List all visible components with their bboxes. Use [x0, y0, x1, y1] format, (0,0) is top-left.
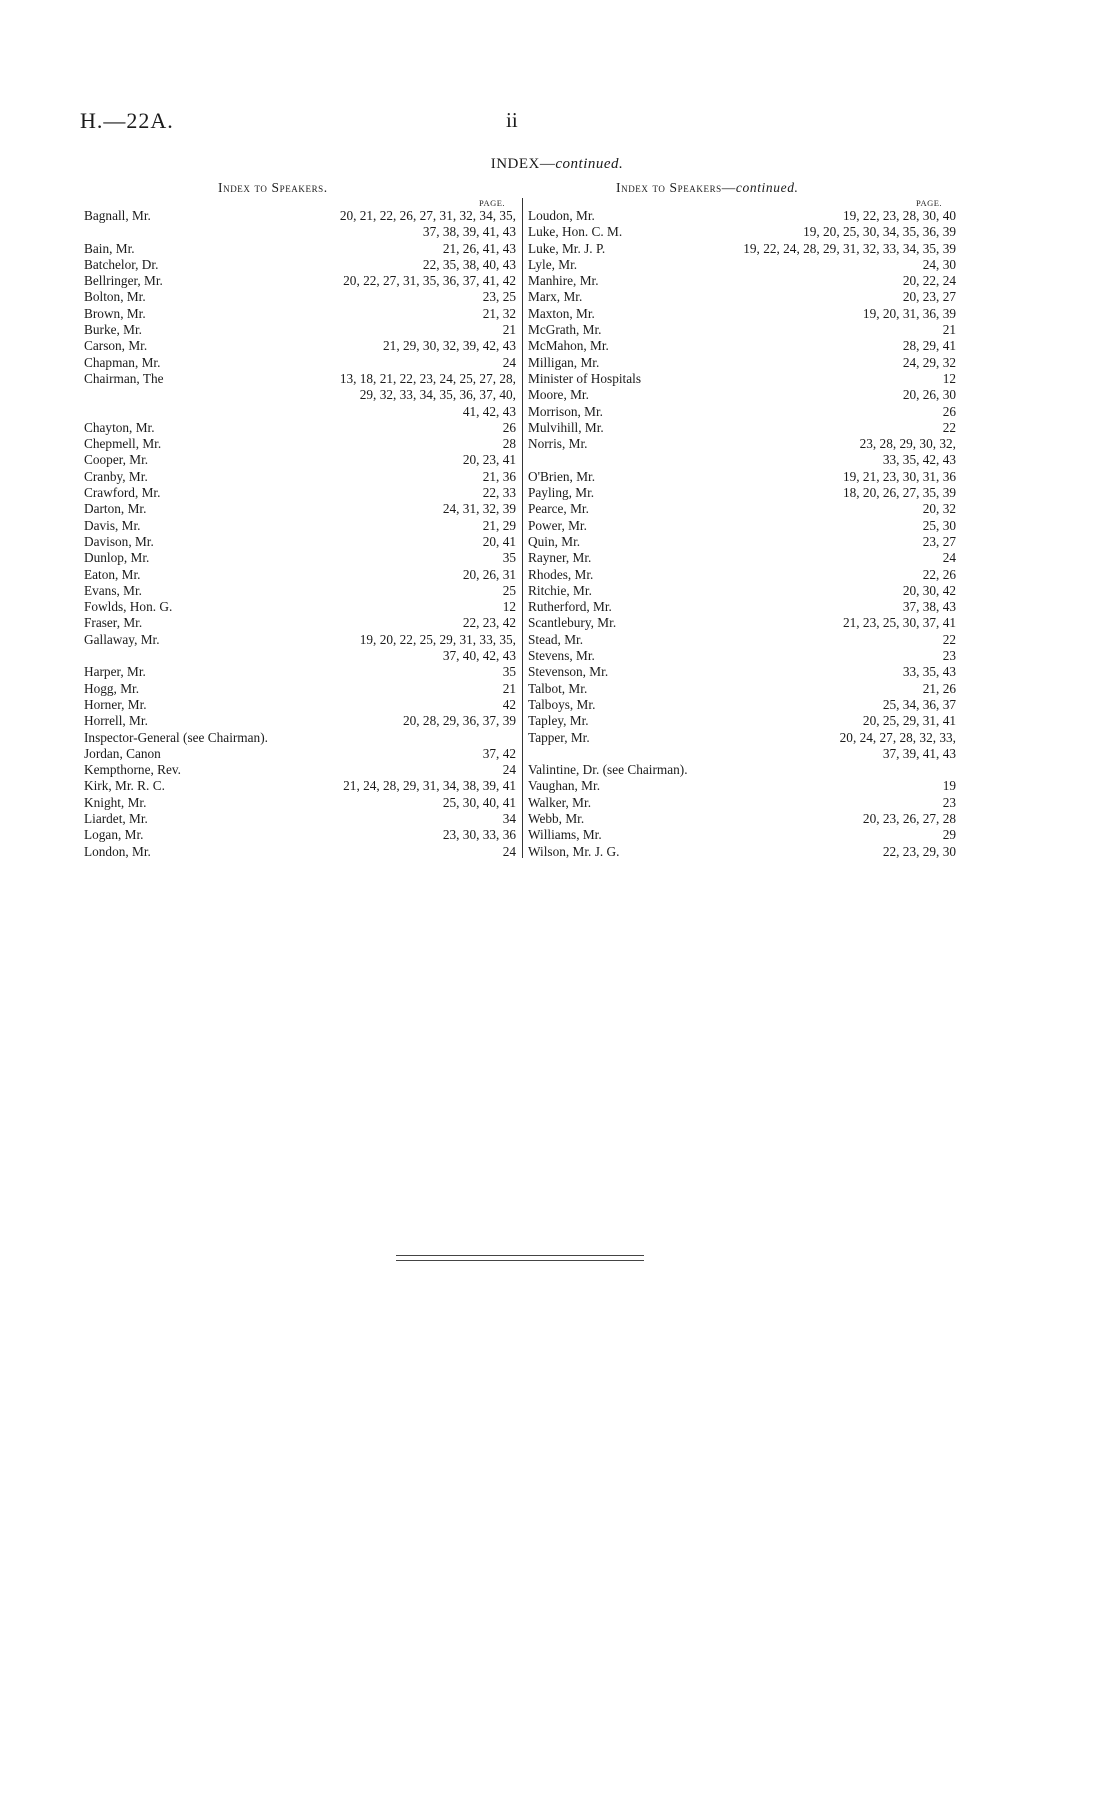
- speaker-name: McMahon, Mr.: [528, 338, 609, 354]
- speaker-name: Talbot, Mr.: [528, 680, 588, 696]
- speaker-entry: [84, 257, 516, 273]
- speaker-entry: [84, 567, 516, 583]
- speaker-entry: [528, 420, 956, 436]
- page-reference-line: 22, 35, 38, 40, 43: [422, 256, 516, 272]
- page-reference-line: 25, 30, 40, 41: [442, 794, 516, 810]
- speaker-entry: [84, 241, 516, 257]
- speaker-entry: [84, 469, 516, 485]
- speaker-entry: [528, 273, 956, 289]
- page-reference-line: 19, 21, 23, 30, 31, 36: [842, 468, 956, 484]
- page-references: [84, 681, 516, 697]
- page-references: [84, 289, 516, 305]
- page-reference-line: 18, 20, 26, 27, 35, 39: [842, 485, 956, 501]
- speaker-name: Liardet, Mr.: [84, 810, 148, 826]
- speaker-entry: [84, 208, 516, 241]
- speaker-entry: [84, 355, 516, 371]
- speaker-name: Crawford, Mr.: [84, 485, 161, 501]
- speaker-entry: [84, 306, 516, 322]
- speaker-name: Williams, Mr.: [528, 827, 602, 843]
- page-reference-line: 22, 26: [922, 566, 956, 582]
- speaker-name: Jordan, Canon: [84, 745, 161, 761]
- page-reference-line: 23, 30, 33, 36: [442, 827, 516, 843]
- speaker-entry: [84, 664, 516, 680]
- page-reference-line: 20, 26, 30: [902, 387, 956, 403]
- page-reference-line: 22, 23, 29, 30: [882, 843, 956, 859]
- right-speaker-list: [528, 208, 956, 860]
- page-reference-line: 24, 30: [922, 256, 956, 272]
- page-reference-line: 20, 25, 29, 31, 41: [862, 713, 956, 729]
- speaker-name: Maxton, Mr.: [528, 305, 595, 321]
- right-heading-continued: continued.: [735, 180, 799, 195]
- speaker-name: Chapman, Mr.: [84, 354, 161, 370]
- speaker-name: Eaton, Mr.: [84, 566, 141, 582]
- page-reference-line: 23, 28, 29, 30, 32,: [859, 436, 956, 452]
- speaker-entry: [528, 485, 956, 501]
- speaker-entry: [528, 289, 956, 305]
- speaker-name: Valintine, Dr. (see Chairman).: [528, 762, 688, 778]
- speaker-entry: [84, 681, 516, 697]
- page-reference-line: 24, 29, 32: [902, 354, 956, 370]
- speaker-entry: [528, 583, 956, 599]
- speaker-entry: [528, 322, 956, 338]
- page-reference-line: 20, 32: [922, 501, 956, 517]
- speaker-name: Rhodes, Mr.: [528, 566, 594, 582]
- speaker-name: Rayner, Mr.: [528, 550, 592, 566]
- speaker-name: Cranby, Mr.: [84, 468, 148, 484]
- page-references: [84, 713, 516, 729]
- index-title-continued: continued.: [555, 156, 624, 172]
- speaker-entry: [528, 257, 956, 273]
- speaker-name: Davison, Mr.: [84, 533, 154, 549]
- page-reference-line: 25, 34, 36, 37: [882, 696, 956, 712]
- page-reference-line: 26: [502, 419, 516, 435]
- speaker-entry: [84, 730, 516, 746]
- page-reference-line: 41, 42, 43: [462, 403, 516, 419]
- page-references: [84, 501, 516, 517]
- speaker-name: Chairman, The: [84, 370, 164, 386]
- page-reference-line: 20, 26, 31: [462, 566, 516, 582]
- speaker-name: Manhire, Mr.: [528, 273, 599, 289]
- page-reference-line: 29, 32, 33, 34, 35, 36, 37, 40,: [359, 387, 516, 403]
- speaker-name: Quin, Mr.: [528, 533, 581, 549]
- speaker-name: Carson, Mr.: [84, 338, 148, 354]
- page-reference-line: 21, 26: [922, 680, 956, 696]
- speaker-entry: [528, 664, 956, 680]
- speaker-name: Milligan, Mr.: [528, 354, 600, 370]
- document-code: H.—22A.: [80, 108, 174, 133]
- speaker-name: Gallaway, Mr.: [84, 631, 160, 647]
- page-references: [84, 338, 516, 354]
- speaker-entry: [84, 485, 516, 501]
- page-reference-line: 28, 29, 41: [902, 338, 956, 354]
- page-references: [528, 681, 956, 697]
- speaker-name: McGrath, Mr.: [528, 322, 602, 338]
- page-reference-line: 21, 29: [482, 517, 516, 533]
- page-references: [84, 518, 516, 534]
- speaker-entry: [84, 632, 516, 665]
- speaker-name: Stevens, Mr.: [528, 648, 595, 664]
- speaker-entry: [528, 697, 956, 713]
- right-page-label: PAGE.: [916, 198, 943, 208]
- right-column-heading: [616, 180, 799, 196]
- page-references: [528, 518, 956, 534]
- speaker-name: London, Mr.: [84, 843, 151, 859]
- speaker-name: Lyle, Mr.: [528, 256, 578, 272]
- speaker-entry: [528, 371, 956, 387]
- page-references: [84, 811, 516, 827]
- page-references: [84, 567, 516, 583]
- page-reference-line: 23: [942, 794, 956, 810]
- page-reference-line: 24, 31, 32, 39: [442, 501, 516, 517]
- page-reference-line: 35: [502, 664, 516, 680]
- speaker-entry: [528, 534, 956, 550]
- page-reference-line: 19, 20, 25, 30, 34, 35, 36, 39: [803, 224, 956, 240]
- page-reference-line: 21: [502, 680, 516, 696]
- speaker-entry: [528, 501, 956, 517]
- page-reference-line: 25, 30: [922, 517, 956, 533]
- speaker-entry: [84, 811, 516, 827]
- speaker-entry: [528, 306, 956, 322]
- page-references: [528, 534, 956, 550]
- speaker-entry: [84, 436, 516, 452]
- page-reference-line: 19, 20, 22, 25, 29, 31, 33, 35,: [359, 631, 516, 647]
- speaker-entry: [84, 778, 516, 794]
- page-reference-line: 22: [942, 631, 956, 647]
- speaker-name: Kirk, Mr. R. C.: [84, 778, 165, 794]
- page-references: [84, 664, 516, 680]
- page-references: [84, 827, 516, 843]
- speaker-entry: [528, 730, 956, 763]
- speaker-entry: [528, 387, 956, 403]
- index-title-main: INDEX—: [490, 156, 556, 172]
- page-reference-line: 20, 22, 24: [902, 273, 956, 289]
- speaker-name: Fraser, Mr.: [84, 615, 143, 631]
- speaker-entry: [528, 827, 956, 843]
- speaker-entry: [528, 762, 956, 778]
- speaker-name: Stead, Mr.: [528, 631, 584, 647]
- speaker-name: Chepmell, Mr.: [84, 436, 162, 452]
- speaker-name: Luke, Mr. J. P.: [528, 240, 606, 256]
- speaker-name: Bain, Mr.: [84, 240, 135, 256]
- speaker-name: Logan, Mr.: [84, 827, 144, 843]
- page-reference-line: 37, 38, 39, 41, 43: [422, 224, 516, 240]
- speaker-entry: [528, 615, 956, 631]
- speaker-name: Morrison, Mr.: [528, 403, 603, 419]
- speaker-name: Hogg, Mr.: [84, 680, 140, 696]
- speaker-name: Pearce, Mr.: [528, 501, 589, 517]
- page-reference-line: 33, 35, 42, 43: [882, 452, 956, 468]
- page-references: [528, 632, 956, 648]
- page-references: [528, 730, 956, 763]
- speaker-name: Luke, Hon. C. M.: [528, 224, 623, 240]
- speaker-entry: [84, 420, 516, 436]
- speaker-name: Moore, Mr.: [528, 387, 589, 403]
- left-column-heading: Index to Speakers.: [218, 180, 328, 195]
- speaker-name: Cooper, Mr.: [84, 452, 149, 468]
- speaker-name: Knight, Mr.: [84, 794, 147, 810]
- page-reference-line: 24: [942, 550, 956, 566]
- speaker-name: Talboys, Mr.: [528, 696, 596, 712]
- speaker-entry: [528, 224, 956, 240]
- speaker-entry: [84, 273, 516, 289]
- speaker-name: Tapley, Mr.: [528, 713, 589, 729]
- page-reference-line: 42: [502, 696, 516, 712]
- left-page-label: PAGE.: [479, 198, 506, 208]
- speaker-name: Dunlop, Mr.: [84, 550, 150, 566]
- page-reference-line: 12: [502, 599, 516, 615]
- speaker-entry: [528, 518, 956, 534]
- page-references: [528, 501, 956, 517]
- speaker-entry: [84, 762, 516, 778]
- column-divider: [522, 198, 523, 858]
- page-references: [528, 436, 956, 469]
- speaker-entry: [84, 371, 516, 420]
- right-heading-main: Index to Speakers—: [616, 180, 736, 195]
- page-reference-line: 22, 33: [482, 485, 516, 501]
- speaker-entry: [528, 338, 956, 354]
- speaker-name: Kempthorne, Rev.: [84, 762, 181, 778]
- speaker-name: Tapper, Mr.: [528, 729, 590, 745]
- speaker-entry: [528, 208, 956, 224]
- speaker-entry: [84, 795, 516, 811]
- speaker-entry: [84, 599, 516, 615]
- speaker-name: Norris, Mr.: [528, 436, 588, 452]
- left-speaker-list: [84, 208, 516, 860]
- speaker-name: Mulvihill, Mr.: [528, 419, 604, 435]
- speaker-name: Bagnall, Mr.: [84, 208, 151, 223]
- page-reference-line: 24: [502, 354, 516, 370]
- speaker-name: Bolton, Mr.: [84, 289, 146, 305]
- page-reference-line: 20, 22, 27, 31, 35, 36, 37, 41, 42: [343, 273, 516, 289]
- speaker-entry: [528, 681, 956, 697]
- speaker-entry: [528, 599, 956, 615]
- page-reference-line: 21: [942, 322, 956, 338]
- speaker-entry: [528, 355, 956, 371]
- page-reference-line: 23: [942, 648, 956, 664]
- page-reference-line: 20, 41: [482, 533, 516, 549]
- speaker-name: O'Brien, Mr.: [528, 468, 596, 484]
- speaker-name: Power, Mr.: [528, 517, 587, 533]
- page-references: [528, 289, 956, 305]
- speaker-entry: [84, 583, 516, 599]
- speaker-name: Evans, Mr.: [84, 582, 142, 598]
- speaker-name: Brown, Mr.: [84, 305, 146, 321]
- speaker-entry: [84, 746, 516, 762]
- page-reference-line: 33, 35, 43: [902, 664, 956, 680]
- page-references: [528, 257, 956, 273]
- speaker-name: Wilson, Mr. J. G.: [528, 843, 620, 859]
- speaker-entry: [528, 241, 956, 257]
- page-reference-line: 35: [502, 550, 516, 566]
- speaker-entry: [84, 550, 516, 566]
- speaker-entry: [528, 713, 956, 729]
- speaker-entry: [528, 844, 956, 860]
- page-reference-line: 21, 32: [482, 305, 516, 321]
- page-reference-line: 23, 25: [482, 289, 516, 305]
- page-references: [84, 697, 516, 713]
- page-references: [84, 795, 516, 811]
- page-reference-line: 25: [502, 582, 516, 598]
- page-reference-line: 37, 38, 43: [902, 599, 956, 615]
- page-references: [84, 322, 516, 338]
- speaker-name: Scantlebury, Mr.: [528, 615, 617, 631]
- speaker-entry: [528, 632, 956, 648]
- page-reference-line: 23, 27: [922, 533, 956, 549]
- speaker-name: Burke, Mr.: [84, 322, 142, 338]
- page-references: [84, 583, 516, 599]
- page-reference-line: 13, 18, 21, 22, 23, 24, 25, 27, 28,: [339, 370, 516, 386]
- page-references: [528, 550, 956, 566]
- speaker-name: Stevenson, Mr.: [528, 664, 609, 680]
- speaker-entry: [84, 844, 516, 860]
- speaker-name: Davis, Mr.: [84, 517, 141, 533]
- speaker-entry: [84, 338, 516, 354]
- page-reference-line: 20, 23, 41: [462, 452, 516, 468]
- page-reference-line: 37, 39, 41, 43: [882, 745, 956, 761]
- speaker-entry: [528, 550, 956, 566]
- page-reference-line: 20, 24, 27, 28, 32, 33,: [839, 729, 956, 745]
- page-references: [84, 306, 516, 322]
- speaker-entry: [528, 648, 956, 664]
- index-title: [0, 156, 1114, 173]
- page-references: [84, 241, 516, 257]
- page-references: [84, 452, 516, 468]
- page-reference-line: 37, 42: [482, 745, 516, 761]
- page-references: [528, 713, 956, 729]
- page-reference-line: 24: [502, 843, 516, 859]
- speaker-name: Batchelor, Dr.: [84, 256, 159, 272]
- speaker-name: Horner, Mr.: [84, 696, 147, 712]
- page-reference-line: 37, 40, 42, 43: [442, 648, 516, 664]
- page-reference-line: 21: [502, 322, 516, 338]
- speaker-entry: [528, 811, 956, 827]
- speaker-name: Payling, Mr.: [528, 485, 595, 501]
- speaker-entry: [84, 713, 516, 729]
- page-references: [528, 811, 956, 827]
- page-reference-line: 28: [502, 436, 516, 452]
- speaker-entry: [84, 322, 516, 338]
- speaker-name: Vaughan, Mr.: [528, 778, 601, 794]
- page-references: [528, 795, 956, 811]
- speaker-name: Darton, Mr.: [84, 501, 147, 517]
- end-rule-top: [396, 1255, 644, 1256]
- page-reference-line: 21, 36: [482, 468, 516, 484]
- speaker-entry: [84, 518, 516, 534]
- speaker-name: Bellringer, Mr.: [84, 273, 163, 289]
- page-reference-line: 20, 23, 26, 27, 28: [862, 810, 956, 826]
- speaker-entry: [84, 697, 516, 713]
- page-reference-line: 26: [942, 403, 956, 419]
- page-reference-line: 20, 21, 22, 26, 27, 31, 32, 34, 35,: [339, 208, 516, 223]
- speaker-name: Webb, Mr.: [528, 810, 585, 826]
- speaker-name: Harper, Mr.: [84, 664, 146, 680]
- page-references: [84, 615, 516, 631]
- page-reference-line: 20, 23, 27: [902, 289, 956, 305]
- page-reference-line: 21, 23, 25, 30, 37, 41: [842, 615, 956, 631]
- speaker-name: Rutherford, Mr.: [528, 599, 612, 615]
- speaker-name: Inspector-General (see Chairman).: [84, 729, 268, 745]
- speaker-entry: [84, 452, 516, 468]
- speaker-entry: [84, 534, 516, 550]
- page-references: [528, 387, 956, 403]
- speaker-name: Chayton, Mr.: [84, 419, 155, 435]
- page-reference-line: 20, 30, 42: [902, 582, 956, 598]
- page-reference-line: 24: [502, 762, 516, 778]
- page-reference-line: 12: [942, 370, 956, 386]
- page-number: ii: [506, 108, 518, 132]
- page-reference-line: 21, 29, 30, 32, 39, 42, 43: [383, 338, 516, 354]
- page-reference-line: 21, 26, 41, 43: [442, 240, 516, 256]
- page-reference-line: 29: [942, 827, 956, 843]
- speaker-entry: [528, 778, 956, 794]
- page-reference-line: 21, 24, 28, 29, 31, 34, 38, 39, 41: [343, 778, 516, 794]
- page-reference-line: 19, 20, 31, 36, 39: [862, 305, 956, 321]
- speaker-entry: [528, 567, 956, 583]
- speaker-name: Walker, Mr.: [528, 794, 592, 810]
- speaker-entry: [84, 827, 516, 843]
- speaker-name: Marx, Mr.: [528, 289, 583, 305]
- page-reference-line: 22, 23, 42: [462, 615, 516, 631]
- speaker-name: Fowlds, Hon. G.: [84, 599, 173, 615]
- speaker-name: Loudon, Mr.: [528, 208, 595, 223]
- speaker-entry: [528, 404, 956, 420]
- page-reference-line: 22: [942, 419, 956, 435]
- speaker-name: Horrell, Mr.: [84, 713, 148, 729]
- end-rule-bottom: [396, 1260, 644, 1261]
- page-reference-line: 19: [942, 778, 956, 794]
- speaker-name: Ritchie, Mr.: [528, 582, 592, 598]
- page-references: [528, 583, 956, 599]
- speaker-entry: [528, 436, 956, 469]
- speaker-entry: [528, 795, 956, 811]
- page-references: [84, 469, 516, 485]
- speaker-name: Minister of Hospitals: [528, 370, 642, 386]
- page-reference-line: 19, 22, 23, 28, 30, 40: [842, 208, 956, 223]
- page-reference-line: 20, 28, 29, 36, 37, 39: [402, 713, 516, 729]
- page-reference-line: 34: [502, 810, 516, 826]
- speaker-entry: [528, 469, 956, 485]
- speaker-entry: [84, 501, 516, 517]
- speaker-entry: [84, 289, 516, 305]
- speaker-entry: [84, 615, 516, 631]
- page-reference-line: 19, 22, 24, 28, 29, 31, 32, 33, 34, 35, 39: [743, 240, 956, 256]
